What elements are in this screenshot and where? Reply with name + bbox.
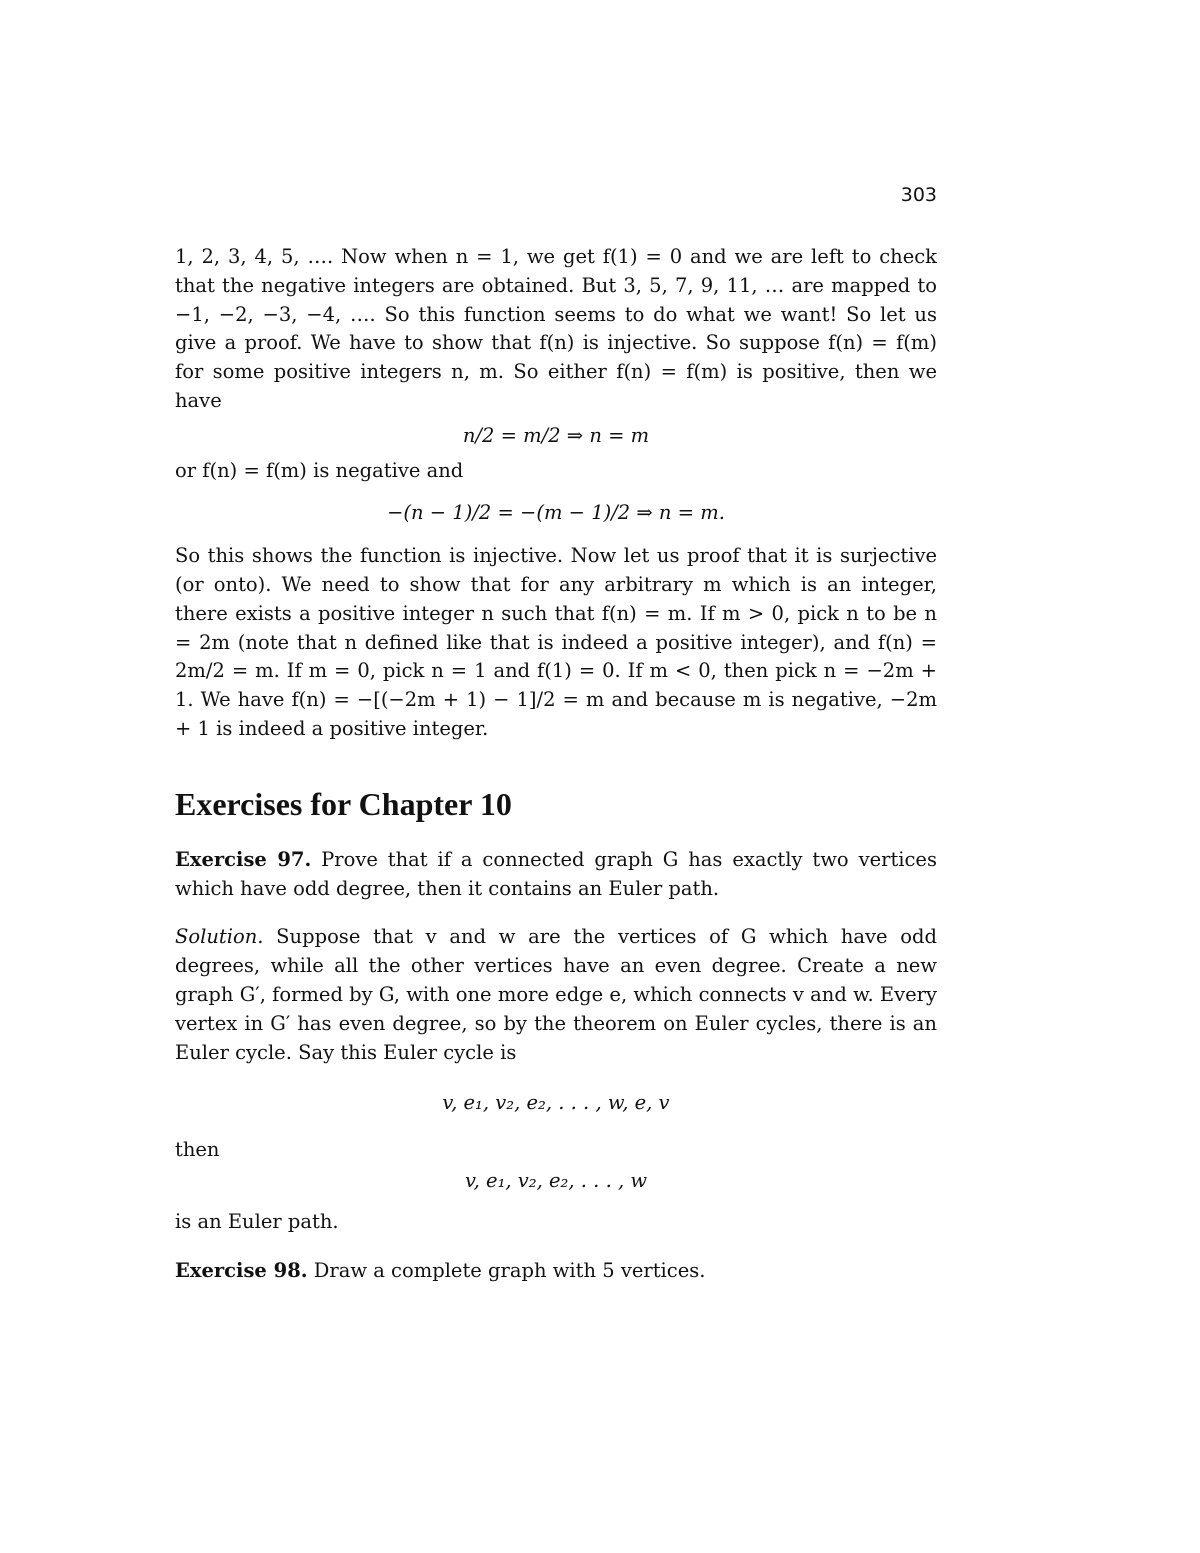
paragraph-surjective-proof: So this shows the function is injective. Now let us proof that it is surjective (or onto). We need to show that for any arbitrary m which is an integer, there exists a positive integer n such that f(n) = m. If m > 0, pick n to be n = 2m (note that n defined like that is indeed a positive integer), and f(n) = 2m/2 = m. If m = 0, pick n = 1 and f(1) = 0. If m < 0, then pick n = −2m + 1. We have f(n) = −[(−2m + 1) − 1]/2 = m and because m is negative, −2m + 1 is indeed a positive integer. [175,544,937,740]
exercise-98-statement: Draw a complete graph with 5 vertices. [307,1258,706,1282]
exercise-98-label: Exercise 98. [175,1258,308,1282]
section-heading: Exercises for Chapter 10 [175,785,512,822]
text-euler-path-conclusion: is an Euler path. [175,1209,339,1233]
equation-euler-path: v, e₁, v₂, e₂, . . . , w [464,1168,648,1192]
solution-text: Suppose that v and w are the vertices of G which have odd degrees, while all the other vertices have an even degree. Create a new graph G′, formed by G, with one more edge e, which connects v and w. Every vertex in G′ has even degree, so by the theorem on Euler cycles, there is an Euler cycle. Say this Euler cycle is [175,925,937,1064]
exercise-97-statement: Prove that if a connected graph G has exactly two vertices which have odd degree, then it contains an Euler path. [175,847,937,900]
exercise-97-solution [175,923,937,1067]
equation-euler-cycle: v, e₁, v₂, e₂, . . . , w, e, v [442,1091,670,1115]
page-body [175,243,937,1285]
equation-positive-case: n/2 = m/2 ⇒ n = m [462,423,650,447]
equation-negative-case: −(n − 1)/2 = −(m − 1)/2 ⇒ n = m. [387,501,725,525]
exercise-98 [175,1257,937,1286]
solution-label: Solution. [175,925,264,949]
page-number: 303 [900,184,937,206]
paragraph-injective-setup: 1, 2, 3, 4, 5, …. Now when n = 1, we get f(1) = 0 and we are left to check that the negative integers are obtained. But 3, 5, 7, 9, 11, … are mapped to −1, −2, −3, −4, …. So this function seems to do what we want! So let us give a proof. We have to show that f(n) is injective. So suppose f(n) = f(m) for some positive integers n, m. So either f(n) = f(m) is positive, then we have [175,245,937,412]
exercise-97-label: Exercise 97. [175,847,312,871]
paragraph-negative-case-intro: or f(n) = f(m) is negative and [175,458,464,482]
exercise-97 [175,846,937,904]
text-then: then [175,1138,220,1162]
